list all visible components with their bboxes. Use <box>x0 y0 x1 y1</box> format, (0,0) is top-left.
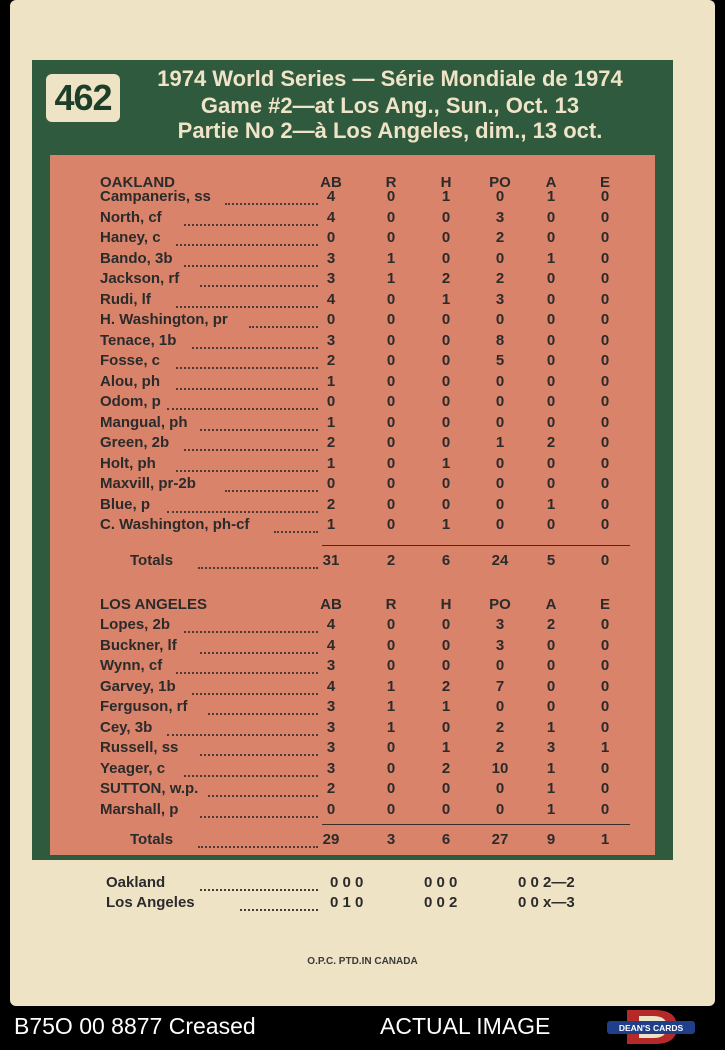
player-name: Campaneris, ss <box>100 188 211 205</box>
title-line-2: Game #2—at Los Ang., Sun., Oct. 13 <box>200 93 580 118</box>
stat-a: 0 <box>546 352 556 369</box>
stat-po: 0 <box>495 780 505 797</box>
stat-h: 0 <box>441 616 451 633</box>
stat-r: 0 <box>386 393 396 410</box>
linescore-innings-4-6: 0 0 0 <box>424 874 458 891</box>
total-ab: 29 <box>322 831 340 848</box>
stat-e: 0 <box>600 800 610 818</box>
stat-a: 0 <box>546 475 556 492</box>
stat-a: 1 <box>546 800 556 818</box>
linescore-innings-4-6: 0 0 2 <box>424 894 458 911</box>
stat-h: 0 <box>441 372 451 390</box>
player-row <box>0 250 725 270</box>
stat-a: 1 <box>546 780 556 797</box>
stat-po: 8 <box>495 331 505 349</box>
leader-dots <box>200 650 318 654</box>
stat-h: 2 <box>441 270 451 287</box>
team-name: OAKLAND <box>100 174 175 191</box>
stat-ab: 3 <box>326 270 336 287</box>
totals-label: Totals <box>130 552 174 569</box>
stat-po: 0 <box>495 657 505 674</box>
player-name: Holt, ph <box>100 454 156 472</box>
linescore-innings-1-3: 0 1 0 <box>330 894 364 911</box>
player-row <box>0 393 725 413</box>
stat-r: 0 <box>386 188 396 205</box>
leader-dots <box>192 691 318 695</box>
stat-r: 0 <box>386 800 396 818</box>
stat-a: 0 <box>546 698 556 715</box>
stat-a: 1 <box>546 249 556 267</box>
player-row <box>0 434 725 454</box>
linescore-team: Oakland <box>106 874 166 891</box>
stat-e: 0 <box>600 331 610 349</box>
stat-e: 0 <box>600 698 610 715</box>
stat-h: 0 <box>441 718 451 736</box>
player-row <box>0 209 725 229</box>
stat-h: 0 <box>441 413 451 431</box>
stat-ab: 3 <box>326 331 336 349</box>
title-line-3: Partie No 2—à Los Angeles, dim., 13 oct. <box>177 118 603 143</box>
stat-h: 0 <box>441 434 451 451</box>
player-row <box>0 455 725 475</box>
leader-dots <box>200 427 318 431</box>
leader-dots <box>184 773 318 777</box>
stat-e: 0 <box>600 208 610 226</box>
stat-po: 0 <box>495 516 505 533</box>
stat-po: 5 <box>495 352 505 369</box>
column-header-po: PO <box>489 174 511 191</box>
stat-h: 1 <box>441 739 451 756</box>
leader-dots <box>192 345 318 349</box>
stat-ab: 0 <box>326 229 336 246</box>
actual-image-label: ACTUAL IMAGE <box>380 1013 551 1039</box>
column-header-e: E <box>599 174 610 191</box>
total-ab: 31 <box>322 552 340 569</box>
stat-e: 0 <box>600 270 610 287</box>
stat-h: 0 <box>441 393 451 410</box>
stat-e: 0 <box>600 718 610 736</box>
stat-e: 0 <box>600 516 610 533</box>
stat-po: 2 <box>495 270 505 287</box>
stat-e: 1 <box>600 739 610 756</box>
player-row <box>0 414 725 434</box>
stat-ab: 3 <box>326 739 336 756</box>
stat-ab: 4 <box>326 677 336 695</box>
stat-a: 1 <box>546 718 556 736</box>
stat-r: 0 <box>386 739 396 756</box>
stat-a: 0 <box>546 311 556 328</box>
stat-r: 1 <box>386 698 396 715</box>
stat-e: 0 <box>600 759 610 777</box>
leader-dots <box>184 263 318 267</box>
stat-r: 1 <box>386 677 396 695</box>
stat-e: 0 <box>600 393 610 410</box>
stat-r: 0 <box>386 352 396 369</box>
total-a: 9 <box>546 831 556 848</box>
stat-po: 3 <box>495 616 505 633</box>
column-header-a: A <box>545 174 557 191</box>
player-name: Buckner, lf <box>100 636 177 654</box>
player-row <box>0 801 725 821</box>
total-e: 0 <box>600 552 610 569</box>
stat-ab: 3 <box>326 249 336 267</box>
stat-po: 0 <box>495 495 505 513</box>
leader-dots <box>274 529 318 533</box>
deans-cards-logo <box>605 1006 697 1048</box>
total-h: 6 <box>441 831 451 848</box>
stat-r: 0 <box>386 657 396 674</box>
column-header-ab: AB <box>320 174 342 191</box>
stat-h: 0 <box>441 495 451 513</box>
stat-r: 0 <box>386 495 396 513</box>
player-row <box>0 678 725 698</box>
stat-a: 2 <box>546 434 556 451</box>
player-row <box>0 496 725 516</box>
stat-po: 0 <box>495 475 505 492</box>
player-row <box>0 229 725 249</box>
player-row <box>0 475 725 495</box>
stat-e: 0 <box>600 780 610 797</box>
leader-dots <box>184 629 318 633</box>
stat-a: 0 <box>546 454 556 472</box>
player-row <box>0 780 725 800</box>
stat-ab: 1 <box>326 372 336 390</box>
leader-dots <box>167 509 318 513</box>
stat-h: 1 <box>441 188 451 205</box>
leader-dots <box>176 242 318 246</box>
player-name: Yeager, c <box>100 759 166 777</box>
stat-po: 10 <box>491 759 509 777</box>
leader-dots <box>208 711 318 715</box>
linescore-innings-7-9: 0 0 x—3 <box>518 894 575 911</box>
leader-dots <box>200 887 318 891</box>
stat-e: 0 <box>600 616 610 633</box>
stat-a: 1 <box>546 495 556 513</box>
column-header-h: H <box>440 596 452 613</box>
player-row <box>0 332 725 352</box>
player-name: C. Washington, ph-cf <box>100 516 250 533</box>
leader-dots <box>176 468 318 472</box>
stat-h: 0 <box>441 229 451 246</box>
player-name: Cey, 3b <box>100 718 153 736</box>
stat-r: 0 <box>386 331 396 349</box>
stat-ab: 1 <box>326 454 336 472</box>
leader-dots <box>184 447 318 451</box>
player-row <box>0 352 725 372</box>
stat-ab: 0 <box>326 311 336 328</box>
player-name: SUTTON, w.p. <box>100 780 199 797</box>
stat-ab: 3 <box>326 718 336 736</box>
stat-r: 0 <box>386 636 396 654</box>
player-row <box>0 373 725 393</box>
total-po: 27 <box>491 831 509 848</box>
stat-po: 1 <box>495 434 505 451</box>
stat-ab: 0 <box>326 800 336 818</box>
stat-po: 0 <box>495 311 505 328</box>
player-row <box>0 291 725 311</box>
stat-r: 0 <box>386 229 396 246</box>
player-row <box>0 698 725 718</box>
linescore-innings-7-9: 0 0 2—2 <box>518 874 575 891</box>
stat-po: 0 <box>495 698 505 715</box>
stat-r: 0 <box>386 290 396 308</box>
player-name: Alou, ph <box>100 372 160 390</box>
stat-e: 0 <box>600 311 610 328</box>
linescore-row-los-angeles <box>0 894 725 914</box>
stat-e: 0 <box>600 636 610 654</box>
stat-e: 0 <box>600 677 610 695</box>
stat-e: 0 <box>600 657 610 674</box>
stat-r: 0 <box>386 208 396 226</box>
total-r: 3 <box>386 831 396 848</box>
stat-r: 0 <box>386 454 396 472</box>
player-row <box>0 739 725 759</box>
totals-divider <box>322 824 630 825</box>
player-row <box>0 270 725 290</box>
listing-caption: B75O 00 8877 Creased <box>14 1013 256 1039</box>
leader-dots <box>176 670 318 674</box>
stat-po: 2 <box>495 718 505 736</box>
totals-divider <box>322 545 630 546</box>
stat-po: 0 <box>495 372 505 390</box>
player-name: Wynn, cf <box>100 657 163 674</box>
totals-row <box>0 831 725 851</box>
stat-ab: 4 <box>326 616 336 633</box>
stat-po: 7 <box>495 677 505 695</box>
stat-ab: 4 <box>326 188 336 205</box>
stat-e: 0 <box>600 495 610 513</box>
title-line-1: 1974 World Series — Série Mondiale de 1974 <box>157 66 623 91</box>
player-name: Ferguson, rf <box>100 698 188 715</box>
stat-ab: 0 <box>326 393 336 410</box>
stat-po: 2 <box>495 739 505 756</box>
stat-a: 0 <box>546 290 556 308</box>
stat-a: 0 <box>546 413 556 431</box>
player-name: Green, 2b <box>100 434 170 451</box>
leader-dots <box>249 324 318 328</box>
total-e: 1 <box>600 831 610 848</box>
stat-r: 1 <box>386 718 396 736</box>
stat-h: 0 <box>441 800 451 818</box>
svg-text:DEAN'S CARDS: DEAN'S CARDS <box>618 1023 684 1033</box>
stat-e: 0 <box>600 454 610 472</box>
stat-ab: 3 <box>326 759 336 777</box>
stat-h: 1 <box>441 516 451 533</box>
total-po: 24 <box>491 552 509 569</box>
stat-a: 0 <box>546 270 556 287</box>
stat-r: 0 <box>386 311 396 328</box>
stat-r: 0 <box>386 475 396 492</box>
stat-a: 1 <box>546 188 556 205</box>
stat-ab: 3 <box>326 698 336 715</box>
leader-dots <box>200 752 318 756</box>
stat-e: 0 <box>600 372 610 390</box>
stat-h: 0 <box>441 311 451 328</box>
player-name: H. Washington, pr <box>100 311 228 328</box>
player-name: Mangual, ph <box>100 413 188 431</box>
stat-r: 0 <box>386 616 396 633</box>
leader-dots <box>167 732 318 736</box>
stat-po: 0 <box>495 800 505 818</box>
stat-a: 0 <box>546 636 556 654</box>
stat-ab: 4 <box>326 636 336 654</box>
stat-a: 0 <box>546 657 556 674</box>
stat-h: 0 <box>441 636 451 654</box>
stat-po: 0 <box>495 393 505 410</box>
stat-a: 0 <box>546 393 556 410</box>
leader-dots <box>167 406 318 410</box>
stat-r: 0 <box>386 759 396 777</box>
player-name: North, cf <box>100 208 162 226</box>
stat-h: 0 <box>441 352 451 369</box>
stat-h: 0 <box>441 249 451 267</box>
total-r: 2 <box>386 552 396 569</box>
total-h: 6 <box>441 552 451 569</box>
leader-dots <box>225 201 318 205</box>
stat-e: 0 <box>600 290 610 308</box>
column-header-ab: AB <box>320 596 342 613</box>
stat-e: 0 <box>600 434 610 451</box>
player-row <box>0 637 725 657</box>
leader-dots <box>176 365 318 369</box>
player-name: Blue, p <box>100 495 151 513</box>
stat-r: 0 <box>386 413 396 431</box>
stat-e: 0 <box>600 475 610 492</box>
stat-a: 3 <box>546 739 556 756</box>
player-name: Haney, c <box>100 229 161 246</box>
stat-po: 3 <box>495 636 505 654</box>
totals-row <box>0 552 725 572</box>
player-name: Fosse, c <box>100 352 161 369</box>
stat-a: 1 <box>546 759 556 777</box>
team-name: LOS ANGELES <box>100 596 207 613</box>
stat-po: 0 <box>495 249 505 267</box>
player-name: Tenace, 1b <box>100 331 177 349</box>
column-header-r: R <box>385 174 397 191</box>
leader-dots <box>240 907 318 911</box>
player-name: Rudi, lf <box>100 290 151 308</box>
player-name: Maxvill, pr-2b <box>100 475 196 492</box>
stat-ab: 3 <box>326 657 336 674</box>
stat-ab: 4 <box>326 290 336 308</box>
stat-a: 0 <box>546 208 556 226</box>
player-row <box>0 657 725 677</box>
stat-h: 0 <box>441 780 451 797</box>
stat-ab: 2 <box>326 780 336 797</box>
column-header-e: E <box>599 596 610 613</box>
stat-h: 2 <box>441 759 451 777</box>
player-name: Marshall, p <box>100 800 179 818</box>
stat-e: 0 <box>600 249 610 267</box>
stat-h: 0 <box>441 208 451 226</box>
player-row <box>0 188 725 208</box>
stat-r: 0 <box>386 372 396 390</box>
player-row <box>0 760 725 780</box>
stat-h: 1 <box>441 698 451 715</box>
player-name: Garvey, 1b <box>100 677 176 695</box>
column-header-a: A <box>545 596 557 613</box>
leader-dots <box>200 814 318 818</box>
stat-a: 0 <box>546 331 556 349</box>
stat-ab: 2 <box>326 352 336 369</box>
column-header-h: H <box>440 174 452 191</box>
player-name: Bando, 3b <box>100 249 173 267</box>
printer-credit: O.P.C. PTD.IN CANADA <box>307 956 418 967</box>
stat-ab: 4 <box>326 208 336 226</box>
leader-dots <box>184 222 318 226</box>
stat-ab: 2 <box>326 434 336 451</box>
stat-h: 1 <box>441 290 451 308</box>
linescore-innings-1-3: 0 0 0 <box>330 874 364 891</box>
stat-ab: 0 <box>326 475 336 492</box>
leader-dots <box>176 386 318 390</box>
linescore-team: Los Angeles <box>106 894 195 911</box>
stat-r: 0 <box>386 434 396 451</box>
total-a: 5 <box>546 552 556 569</box>
player-row <box>0 616 725 636</box>
stat-r: 1 <box>386 249 396 267</box>
player-name: Russell, ss <box>100 739 179 756</box>
stat-r: 0 <box>386 780 396 797</box>
stat-h: 0 <box>441 475 451 492</box>
player-row <box>0 719 725 739</box>
column-header-po: PO <box>489 596 511 613</box>
stat-ab: 1 <box>326 516 336 533</box>
card-number: 462 <box>46 74 120 122</box>
stat-e: 0 <box>600 188 610 205</box>
stat-e: 0 <box>600 352 610 369</box>
stat-po: 0 <box>495 188 505 205</box>
leader-dots <box>225 488 318 492</box>
stat-a: 0 <box>546 677 556 695</box>
player-row <box>0 311 725 331</box>
leader-dots <box>200 283 318 287</box>
stat-h: 1 <box>441 454 451 472</box>
stat-a: 0 <box>546 372 556 390</box>
stat-ab: 2 <box>326 495 336 513</box>
stat-po: 2 <box>495 229 505 246</box>
leader-dots <box>198 565 318 569</box>
stat-po: 3 <box>495 208 505 226</box>
stat-ab: 1 <box>326 413 336 431</box>
stat-h: 0 <box>441 331 451 349</box>
column-header-r: R <box>385 596 397 613</box>
player-row <box>0 516 725 536</box>
stat-e: 0 <box>600 229 610 246</box>
linescore-row-oakland <box>0 874 725 894</box>
player-name: Odom, p <box>100 393 161 410</box>
leader-dots <box>208 793 318 797</box>
player-name: Lopes, 2b <box>100 616 171 633</box>
totals-label: Totals <box>130 831 174 848</box>
stat-a: 0 <box>546 229 556 246</box>
player-name: Jackson, rf <box>100 270 180 287</box>
stat-po: 0 <box>495 454 505 472</box>
stat-po: 0 <box>495 413 505 431</box>
stat-e: 0 <box>600 413 610 431</box>
stat-po: 3 <box>495 290 505 308</box>
leader-dots <box>198 844 318 848</box>
stat-r: 1 <box>386 270 396 287</box>
stat-h: 0 <box>441 657 451 674</box>
team-header-row <box>0 596 725 616</box>
leader-dots <box>176 304 318 308</box>
stat-r: 0 <box>386 516 396 533</box>
stat-h: 2 <box>441 677 451 695</box>
stat-a: 0 <box>546 516 556 533</box>
stat-a: 2 <box>546 616 556 633</box>
